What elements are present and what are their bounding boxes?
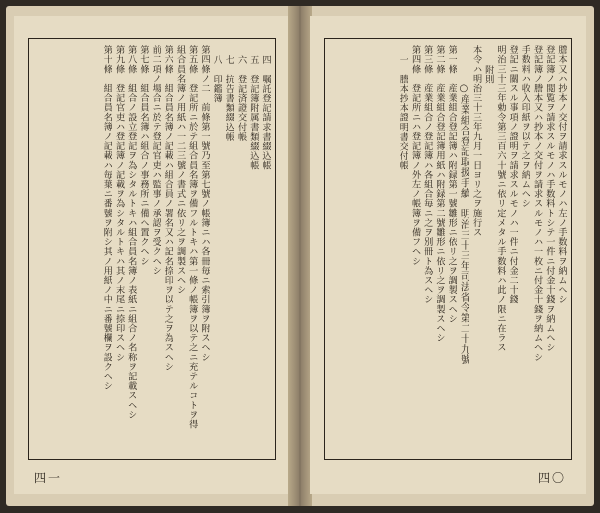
left-page-number: 四一	[34, 471, 63, 485]
book-spread	[6, 6, 594, 506]
text-column: 四 嘱託登記請求書綴込帳	[260, 55, 271, 171]
text-column: 登記簿ノ閲覧ヲ請求スルモノハ手数料トシテ一件ニ付金十錢ヲ納ムヘシ	[543, 45, 555, 353]
text-column: 第一條 産業組合登記簿ハ附録第一號雛形ニ依リ之ヲ調製スヘシ	[446, 45, 458, 324]
text-column: 第四條ノ二 前條第一號乃至第七號ノ帳簿ニハ各冊毎ニ索引簿ヲ附スヘシ	[198, 45, 210, 362]
text-column: 第二條 産業組合登記簿用紙ハ附録第二號雛形ニ依リ之ヲ調製スヘシ	[433, 45, 445, 343]
text-column: 登記ニ關スル事項ノ證明ヲ請求スルモノハ一件ニ付金二十錢	[507, 45, 519, 305]
text-column: 第五條 登記所ニ於テ組合員名簿ヲ備フルトキハ第一條ノ帳簿ヲ以テ之ニ充テルコトヲ得	[186, 45, 198, 429]
right-page-number: 四〇	[537, 471, 566, 485]
text-column: 第九條 登記官吏ハ登記簿ノ記載ヲ為シタルトキハ其ノ末尾ニ捺印スヘシ	[113, 45, 125, 362]
text-column: 前二項ノ場合ニ於テ登記官吏ハ監事ノ承認ヲ受クヘシ	[150, 45, 162, 276]
text-column: 第六條 組合員名簿ノ記載ハ組合員ノ署名又ハ記名捺印ヲ以テ之ヲ為スヘシ	[162, 45, 174, 372]
left-page	[14, 16, 290, 494]
text-column: 一 謄本抄本證明書交付帳	[397, 55, 409, 171]
text-column: 第三條 産業組合ノ登記簿ハ各組合毎ニ之ヲ別冊ト為スヘシ	[421, 45, 433, 305]
text-column: 明治三十三年勅令第三百六十號ニ依リ定メタル手数料ハ此ノ限ニ在ラス	[494, 45, 506, 353]
text-column: 六 登記済證交付帳	[235, 55, 247, 142]
text-column: 第八條 組合ノ設立登記ヲ為シタルトキハ組合員名簿ノ表紙ニ組合ノ名称ヲ記載スヘシ	[125, 45, 137, 420]
text-column: 八 印鑑簿	[211, 55, 223, 103]
left-text-columns	[33, 43, 271, 455]
text-column: 第七條 組合員名簿ハ組合ノ事務所ニ備ヘ置クヘシ	[137, 45, 149, 266]
right-text-frame	[324, 38, 572, 460]
text-column: 七 抗告書類綴込帳	[223, 55, 235, 142]
text-column: ○産業組合登記取扱手續 明治三十三年司法省令第二十九號	[458, 83, 470, 365]
left-text-frame	[28, 38, 276, 460]
text-column: 附則	[482, 65, 494, 85]
text-column: 五 登記簿附属書類綴込帳	[247, 55, 259, 171]
text-column: 手数料ハ收入印紙ヲ以テ之ヲ納ムヘシ	[519, 45, 531, 209]
text-column: 本令ハ明治三十三年九月一日ヨリ之ヲ施行ス	[470, 45, 482, 237]
text-column: 謄本又ハ抄本ノ交付ヲ請求スルモノハ左ノ手数料ヲ納ムヘシ	[556, 45, 567, 305]
text-column: 第十條 組合員名簿ノ記載ハ毎葉ニ番號ヲ附シ其ノ用紙ノ中ニ番號欄ヲ設クヘシ	[101, 45, 113, 391]
text-column: 登記簿ノ謄本又ハ抄本ノ交付ヲ請求スルモノハ一枚ニ付金十錢ヲ納ムヘシ	[531, 45, 543, 362]
right-page	[310, 16, 586, 494]
text-column: 組合員名簿ノ用紙ハ一二三號ノ書式ニ依リ之ヲ調製スヘシ	[174, 45, 186, 295]
text-column: 第四條 登記所ニハ登記簿ノ外左ノ帳簿ヲ備フヘシ	[409, 45, 421, 266]
right-text-columns	[329, 43, 567, 455]
book-gutter	[288, 6, 312, 506]
